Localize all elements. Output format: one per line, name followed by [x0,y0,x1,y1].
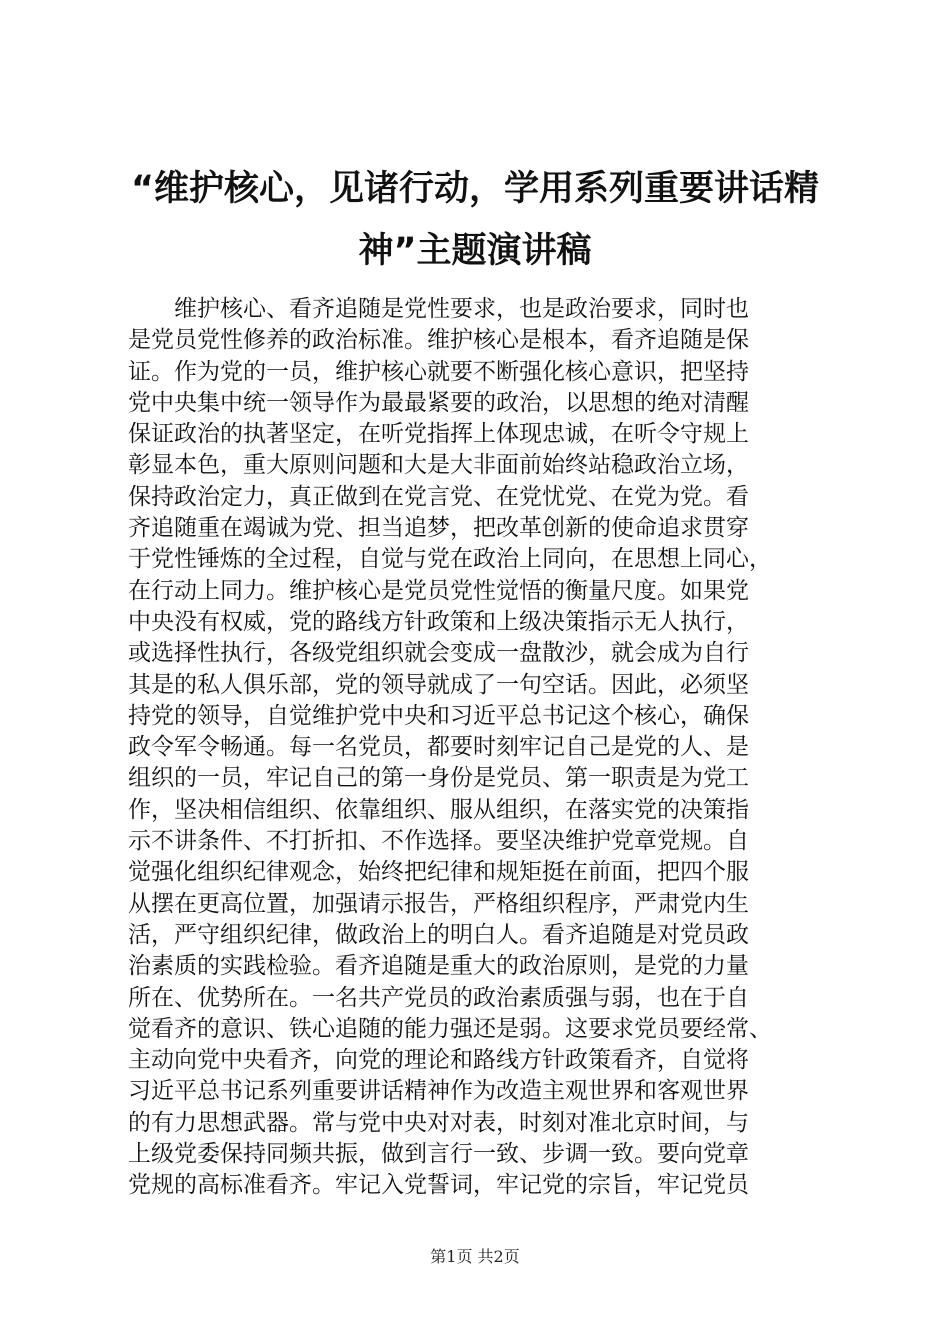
body-line: 保持政治定力，真正做到在党言党、在党忧党、在党为党。看 [128,483,749,510]
body-line: 组织的一员，牢记自己的第一身份是党员、第一职责是为党工 [128,765,749,792]
body-line: 活，严守组织纪律，做政治上的明白人。看齐追随是对党员政 [128,921,749,948]
body-line: 示不讲条件、不打折扣、不作选择。要坚决维护党章党规。自 [128,828,749,855]
document-body [128,294,848,1202]
body-line: 治素质的实践检验。看齐追随是重大的政治原则，是党的力量 [128,953,749,980]
document-title [110,158,840,282]
body-line: 的有力思想武器。常与党中央对对表，时刻对准北京时间，与 [128,1109,749,1136]
body-line: 党中央集中统一领导作为最最紧要的政治，以思想的绝对清醒 [128,389,749,416]
body-line: 在行动上同力。维护核心是党员党性觉悟的衡量尺度。如果党 [128,577,749,604]
body-line: 政令军令畅通。每一名党员，都要时刻牢记自己是党的人、是 [128,734,749,761]
body-line: 所在、优势所在。一名共产党员的政治素质强与弱，也在于自 [128,984,749,1011]
body-line: 彰显本色，重大原则问题和大是大非面前始终站稳政治立场， [128,452,749,479]
body-line: 从摆在更高位置，加强请示报告，严格组织程序，严肃党内生 [128,890,749,917]
body-line: 或选择性执行，各级党组织就会变成一盘散沙，就会成为自行 [128,640,749,667]
body-line: 是党员党性修养的政治标准。维护核心是根本，看齐追随是保 [128,327,749,354]
body-line: 党规的高标准看齐。牢记入党誓词，牢记党的宗旨，牢记党员 [128,1172,749,1199]
body-line: 其是的私人俱乐部，党的领导就成了一句空话。因此，必须坚 [128,671,749,698]
title-line-1: “维护核心，见诸行动，学用系列重要讲话精 [130,169,819,209]
body-line: 保证政治的执著坚定，在听党指挥上体现忠诚，在听令守规上 [128,421,749,448]
body-line: 证。作为党的一员，维护核心就要不断强化核心意识，把坚持 [128,358,749,385]
body-line: 习近平总书记系列重要讲话精神作为改造主观世界和客观世界 [128,1078,749,1105]
body-line: 作，坚决相信组织、依靠组织、服从组织，在落实党的决策指 [128,796,749,823]
body-line: 中央没有权威，党的路线方针政策和上级决策指示无人执行， [128,608,749,635]
body-line: 齐追随重在竭诚为党、担当追梦，把改革创新的使命追求贯穿 [128,515,749,542]
body-line: 维护核心、看齐追随是党性要求，也是政治要求，同时也 [174,296,749,322]
body-line: 主动向党中央看齐，向党的理论和路线方针政策看齐，自觉将 [128,1047,749,1074]
body-line: 觉看齐的意识、铁心追随的能力强还是弱。这要求党员要经常、 [128,1015,772,1042]
body-line: 持党的领导，自觉维护党中央和习近平总书记这个核心，确保 [128,702,749,729]
title-line-2: 神”主题演讲稿 [358,231,592,271]
body-line: 上级党委保持同频共振，做到言行一致、步调一致。要向党章 [128,1141,749,1168]
page-number-footer: 第1页 共2页 [430,1247,520,1266]
body-line: 觉强化组织纪律观念，始终把纪律和规矩挺在前面，把四个服 [128,859,749,886]
body-line: 于党性锤炼的全过程，自觉与党在政治上同向，在思想上同心， [128,546,772,573]
